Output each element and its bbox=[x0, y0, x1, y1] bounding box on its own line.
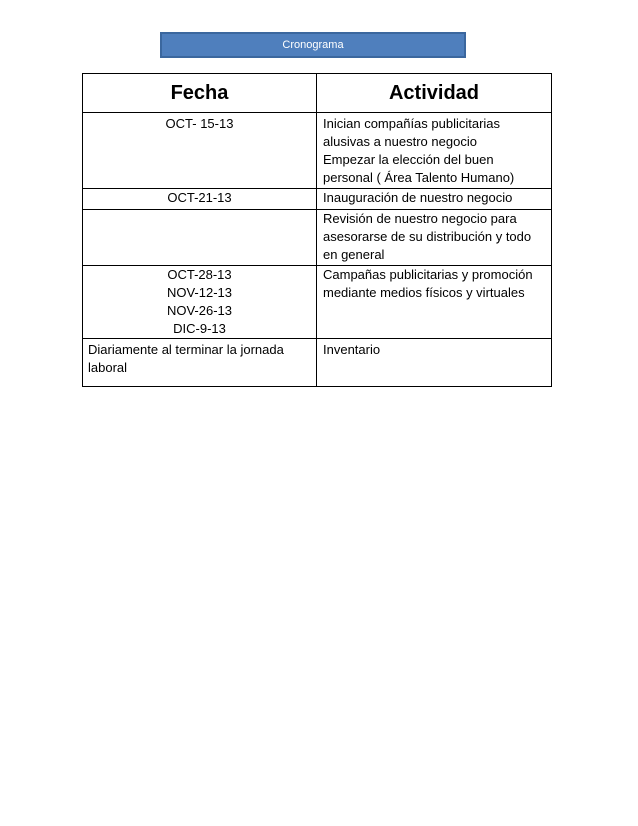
table-row bbox=[83, 339, 552, 387]
actividad-text: Revisión de nuestro negocio para bbox=[323, 211, 517, 226]
actividad-text: en general bbox=[323, 247, 385, 262]
fecha-text: laboral bbox=[88, 360, 128, 375]
actividad-cell bbox=[317, 339, 552, 387]
actividad-cell bbox=[317, 210, 552, 266]
fecha-text: DIC-9-13 bbox=[173, 321, 226, 336]
actividad-cell bbox=[317, 266, 552, 339]
actividad-text: asesorarse de su distribución y todo bbox=[323, 229, 532, 244]
fecha-text: OCT-28-13 bbox=[167, 267, 232, 282]
fecha-text: NOV-26-13 bbox=[166, 303, 233, 318]
fecha-cell bbox=[83, 266, 317, 339]
fecha-cell-empty bbox=[83, 210, 317, 266]
actividad-text: mediante medios físicos y virtuales bbox=[323, 285, 525, 300]
table-row bbox=[83, 266, 552, 339]
actividad-text: alusivas a nuestro negocio bbox=[323, 134, 477, 149]
page-title: Cronograma bbox=[282, 39, 344, 51]
table-row bbox=[83, 189, 552, 210]
actividad-cell bbox=[317, 113, 552, 189]
fecha-text: NOV-12-13 bbox=[166, 285, 233, 300]
actividad-cell bbox=[317, 189, 552, 210]
fecha-cell bbox=[83, 189, 317, 210]
fecha-text: OCT-21-13 bbox=[167, 190, 232, 205]
fecha-text: Diariamente al terminar la jornada bbox=[88, 342, 284, 357]
fecha-text: OCT- 15-13 bbox=[165, 116, 234, 131]
fecha-cell bbox=[83, 113, 317, 189]
actividad-text: Inauguración de nuestro negocio bbox=[323, 190, 513, 205]
actividad-text: Empezar la elección del buen bbox=[323, 152, 494, 167]
fecha-cell bbox=[83, 339, 317, 387]
actividad-text: Campañas publicitarias y promoción bbox=[323, 267, 533, 282]
actividad-text: Inventario bbox=[323, 342, 381, 357]
header-fecha: Fecha bbox=[83, 74, 317, 113]
table-header-row bbox=[83, 74, 552, 113]
table-row bbox=[83, 210, 552, 266]
table-row bbox=[83, 113, 552, 189]
actividad-text: personal ( Área Talento Humano) bbox=[323, 170, 515, 185]
actividad-text: Inician compañías publicitarias bbox=[323, 116, 501, 131]
schedule-table bbox=[82, 73, 552, 387]
cronograma-title-box bbox=[160, 32, 466, 58]
header-actividad: Actividad bbox=[317, 74, 552, 113]
